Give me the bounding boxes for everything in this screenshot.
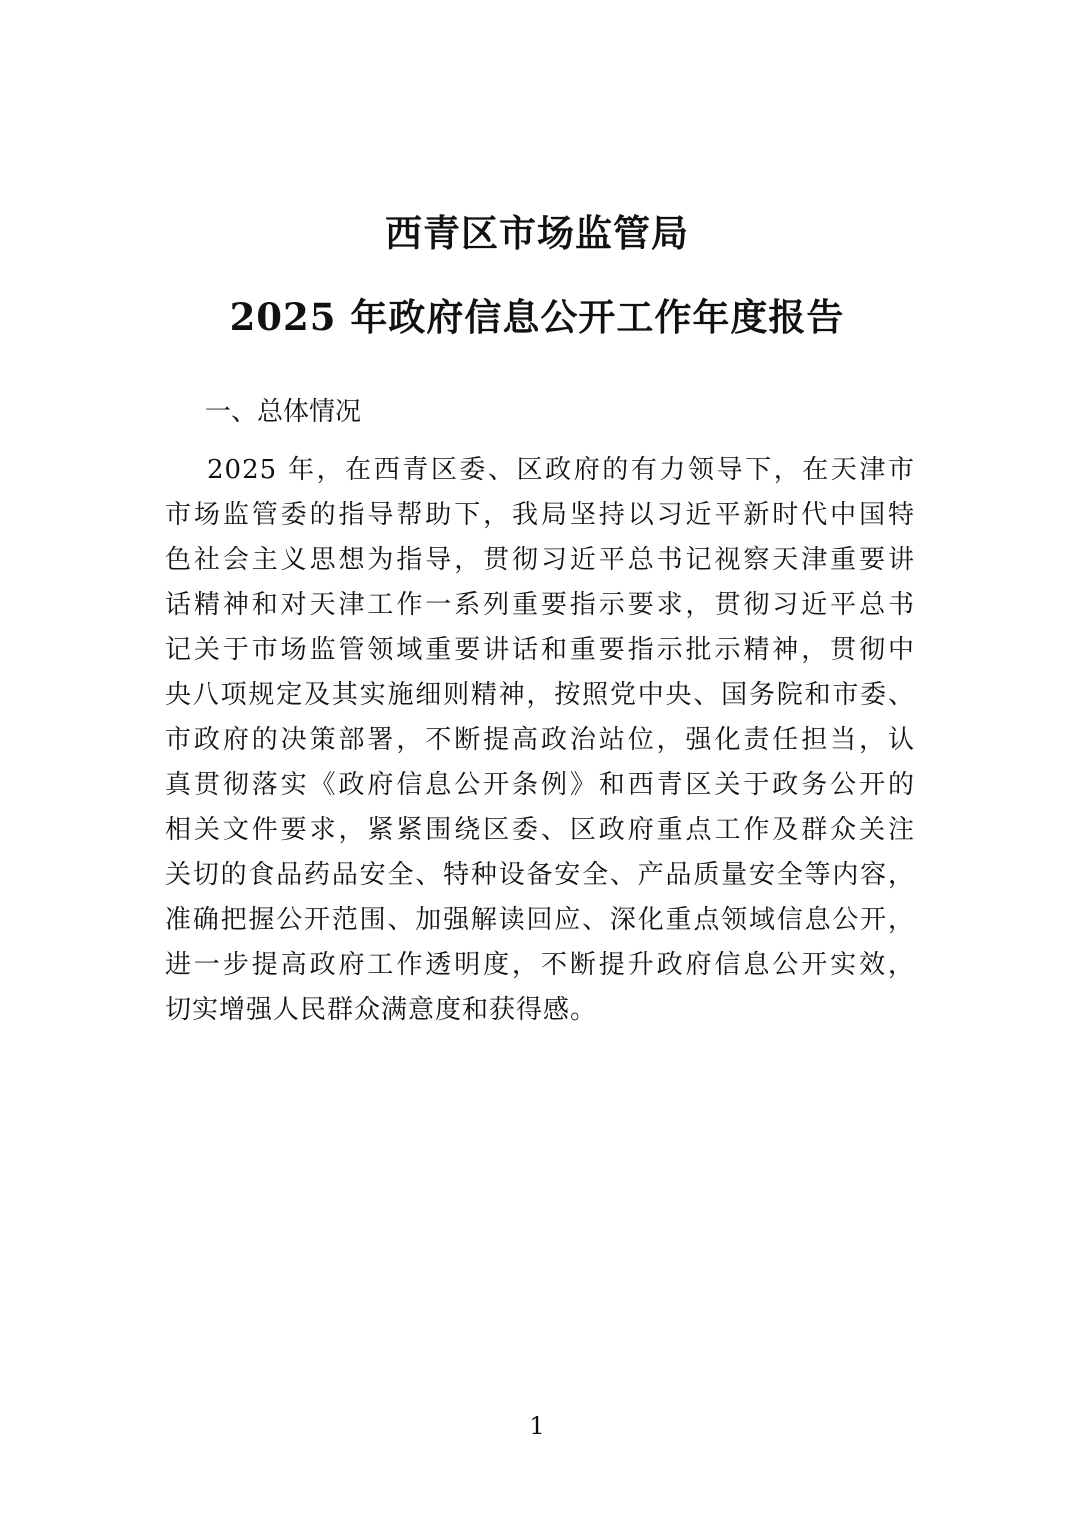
paragraph-line: 市场监管委的指导帮助下，我局坚持以习近平新时代中国特 — [165, 500, 915, 530]
paragraph-line: 准确把握公开范围、加强解读回应、深化重点领域信息公开， — [165, 905, 915, 935]
paragraph-line: 市政府的决策部署，不断提高政治站位，强化责任担当，认 — [165, 725, 915, 755]
paragraph-line: 色社会主义思想为指导，贯彻习近平总书记视察天津重要讲 — [165, 545, 915, 575]
paragraph-line: 相关文件要求，紧紧围绕区委、区政府重点工作及群众关注 — [165, 815, 915, 845]
section-heading: 一、总体情况 — [205, 397, 362, 427]
paragraph-line: 真贯彻落实《政府信息公开条例》和西青区关于政务公开的 — [165, 770, 915, 800]
paragraph-line: 关切的食品药品安全、特种设备安全、产品质量安全等内容， — [165, 860, 915, 890]
page-number: 1 — [529, 1412, 545, 1440]
paragraph-line: 进一步提高政府工作透明度，不断提升政府信息公开实效， — [165, 950, 915, 980]
paragraph-line: 2025 年，在西青区委、区政府的有力领导下，在天津市 — [207, 455, 915, 485]
document-title-line-1: 西青区市场监管局 — [385, 211, 689, 255]
body-paragraph — [165, 448, 915, 1033]
paragraph-line: 切实增强人民群众满意度和获得感。 — [165, 995, 598, 1025]
paragraph-line: 记关于市场监管领域重要讲话和重要指示批示精神，贯彻中 — [165, 635, 915, 665]
paragraph-line: 央八项规定及其实施细则精神，按照党中央、国务院和市委、 — [165, 680, 915, 710]
paragraph-line: 话精神和对天津工作一系列重要指示要求，贯彻习近平总书 — [165, 590, 915, 620]
document-title-line-2: 2025 年政府信息公开工作年度报告 — [229, 295, 845, 339]
